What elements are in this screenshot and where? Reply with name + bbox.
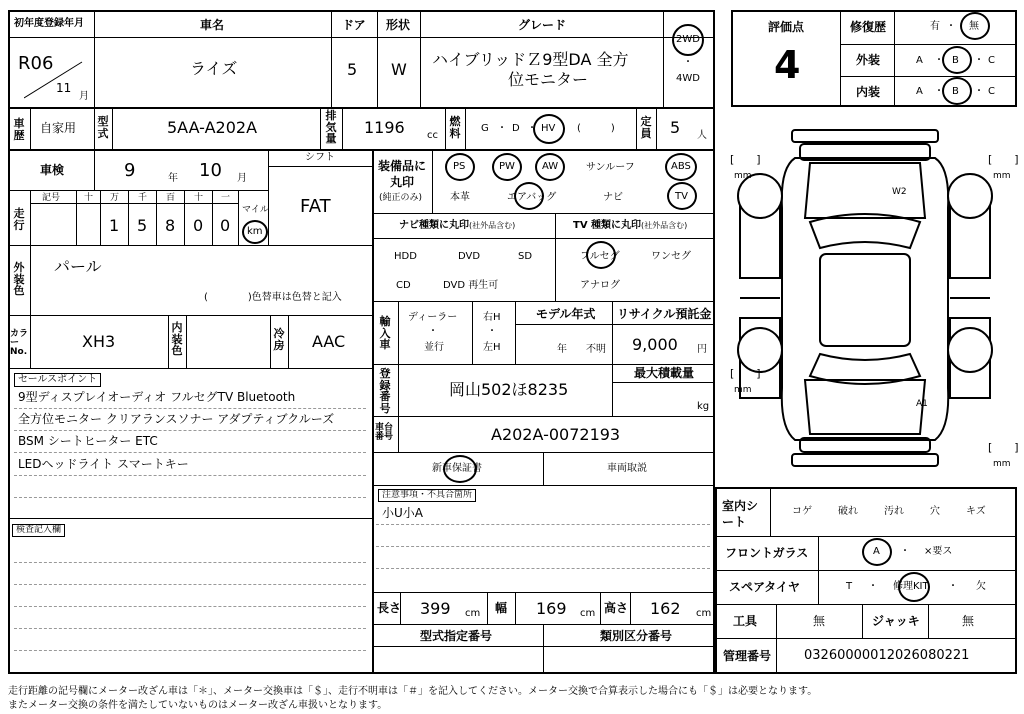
tire-mm-fl: [ ] <box>730 153 761 166</box>
inspection-year: 9 <box>124 160 136 181</box>
navi-type-label: ナビ種類に丸印(社外品含む) <box>399 220 516 231</box>
interior-color-label: 内装色 <box>171 321 183 358</box>
exterior-color-value: パール <box>54 257 102 276</box>
tv-fullseg: フルセグ <box>580 251 620 262</box>
km-label: km <box>247 226 263 237</box>
repair-label: 修復歴 <box>850 20 887 34</box>
type-cert-label: 型式指定番号 <box>420 629 493 643</box>
sales-label: セールスポイント <box>14 373 101 387</box>
glass-a: A <box>873 546 880 557</box>
cc-unit: cc <box>427 130 438 141</box>
sales-line-1: 全方位モニター クリアランスソナー アダプティブクルーズ <box>18 412 335 426</box>
spare-none: 欠 <box>976 581 986 592</box>
shift-label: シフト <box>305 152 335 163</box>
equip-tv: TV <box>675 191 688 202</box>
interior-a: A <box>916 86 923 97</box>
tv-oneseg: ワンセグ <box>651 251 691 262</box>
inspection-note-label: 検査記入欄 <box>12 524 65 537</box>
navi-hdd: HDD <box>394 251 417 262</box>
exterior-label: 外装 <box>856 53 881 67</box>
damage-mark-a1: A1 <box>916 399 928 409</box>
score-value: 4 <box>774 43 801 87</box>
navi-dvd: DVD <box>458 251 481 262</box>
width-cm: cm <box>580 608 596 619</box>
shift-value: FAT <box>300 196 331 217</box>
equip-label-3: (純正のみ) <box>379 193 423 203</box>
equip-abs: ABS <box>671 161 691 172</box>
fuel-hv: HV <box>541 123 556 134</box>
grade-line2: 位モニター <box>508 70 589 89</box>
seat-opt-0: コゲ <box>792 506 812 517</box>
jack-value: 無 <box>962 614 975 628</box>
sign-label: 記号 <box>42 193 61 203</box>
equip-aw: AW <box>542 161 559 172</box>
exterior-c: C <box>988 55 995 66</box>
mm-rl: mm <box>734 385 752 395</box>
recycle-value: 9,000 <box>632 335 678 354</box>
length-label: 長さ <box>377 601 402 615</box>
digit-label-5: 一 <box>221 193 231 203</box>
digit-1: 1 <box>109 216 120 235</box>
glass-need: ×要ス <box>924 546 953 557</box>
person-unit: 人 <box>697 130 707 141</box>
year-unit: 年 <box>168 173 178 184</box>
tools-label: 工具 <box>733 614 758 628</box>
equip-label-1: 装備品に <box>378 159 427 173</box>
seat-opt-3: 穴 <box>930 506 940 517</box>
drive-dot: ・ <box>683 57 693 68</box>
notes-label: 注意事項・不具合箇所 <box>378 489 476 502</box>
displacement-label: 排気量 <box>325 109 337 146</box>
digit-3: 8 <box>165 216 176 235</box>
recycle-label: リサイクル預託金 <box>617 307 712 321</box>
color-change-note: ( )色替車は色替と記入 <box>204 292 342 303</box>
spare-label: スペアタイヤ <box>729 580 800 594</box>
ac-label: 冷房 <box>273 327 285 352</box>
diagonal-slash <box>24 60 84 100</box>
equip-sunroof: サンルーフ <box>586 162 635 173</box>
seat-opt-2: 汚れ <box>884 506 904 517</box>
interior-b: B <box>952 86 959 97</box>
height-label: 高さ <box>604 601 629 615</box>
footer-line-2: またメーター交換の条件を満たしていないものはメーター改ざん車扱いとなります。 <box>8 700 388 711</box>
car-name: ライズ <box>190 59 238 78</box>
category-label: 類別区分番号 <box>600 629 673 643</box>
sales-line-3: LEDヘッドライト スマートキー <box>18 457 189 471</box>
first-reg-era: R06 <box>18 53 54 74</box>
digit-4: 0 <box>193 216 204 235</box>
history-label: 車歴 <box>13 117 25 142</box>
equip-leather: 本革 <box>450 192 470 203</box>
history-value: 自家用 <box>40 121 77 135</box>
exterior-b: B <box>952 55 959 66</box>
spare-kit: 修理KIT <box>893 581 929 592</box>
width-label: 幅 <box>495 601 508 615</box>
displacement-value: 1196 <box>364 118 405 137</box>
month-unit: 月 <box>79 91 89 102</box>
drive-2wd: 2WD <box>676 34 700 45</box>
fuel-d: D <box>512 123 520 134</box>
car-name-label: 車名 <box>200 18 225 32</box>
glass-dot: ・ <box>900 546 910 557</box>
repair-no: 無 <box>969 21 979 32</box>
height-cm: cm <box>696 608 712 619</box>
model-year-unknown: 不明 <box>586 344 606 355</box>
door-count: 5 <box>347 60 358 79</box>
shape-label: 形状 <box>386 18 411 32</box>
repair-yes: 有 <box>930 21 940 32</box>
score-label: 評価点 <box>768 20 805 34</box>
mm-fl: mm <box>734 171 752 181</box>
color-no-value: XH3 <box>82 332 116 351</box>
mgmt-value: 0326000001202608022​1 <box>804 648 970 663</box>
seat-opt-4: キズ <box>966 506 986 517</box>
jack-label: ジャッキ <box>872 614 920 628</box>
model-value: 5AA-A202A <box>167 118 258 137</box>
model-year-label: モデル年式 <box>536 307 596 321</box>
sales-line-0: 9型ディスプレイオーディオ フルセグTV Bluetooth <box>18 390 296 404</box>
mile-label: マイル <box>242 205 269 215</box>
digit-2: 5 <box>137 216 148 235</box>
tire-mm-rl: [ ] <box>730 367 761 380</box>
equip-navi: ナビ <box>603 192 623 203</box>
mgmt-label: 管理番号 <box>723 649 772 663</box>
fuel-label: 燃料 <box>449 115 461 140</box>
glass-label: フロントガラス <box>725 546 809 560</box>
grade-label: グレード <box>518 18 567 32</box>
length-cm: cm <box>465 608 481 619</box>
tire-mm-fr: [ ] <box>988 153 1019 166</box>
yen-unit: 円 <box>697 344 707 355</box>
door-label: ドア <box>342 18 366 32</box>
footer-line-1: 走行距離の記号欄にメーター改ざん車は「＊」、メーター交換車は「＄」、走行不明車は「＃」を記入してください。メーター交換で合算表示した場合にも「＄」は必要となります。 <box>8 686 818 697</box>
tv-analog: アナログ <box>580 280 620 291</box>
import-dot: ・ <box>487 326 497 337</box>
import-parallel: 並行 <box>424 342 444 353</box>
car-diagram <box>720 118 1020 478</box>
width-value: 169 <box>536 599 567 618</box>
digit-label-0: 十 <box>84 193 94 203</box>
chassis-value: A202A-0072193 <box>491 425 621 444</box>
import-right: 右H <box>483 312 501 323</box>
digit-5: 0 <box>220 216 231 235</box>
interior-c: C <box>988 86 995 97</box>
digit-label-1: 万 <box>110 193 120 203</box>
tools-value: 無 <box>813 614 826 628</box>
max-load-label: 最大積載量 <box>634 366 695 380</box>
exterior-color-label: 外装色 <box>13 261 25 298</box>
navi-dvd-play: DVD 再生可 <box>443 280 499 291</box>
digit-label-4: 十 <box>194 193 204 203</box>
tv-type-label: TV 種類に丸印(社外品含む) <box>573 220 688 231</box>
digit-label-2: 千 <box>138 193 148 203</box>
notes-value: 小U小A <box>382 506 423 520</box>
capacity-value: 5 <box>670 118 681 137</box>
color-no-label: カラーNo. <box>10 329 29 357</box>
drive-4wd: 4WD <box>676 73 700 84</box>
mm-fr: mm <box>993 171 1011 181</box>
shape-value: W <box>391 60 407 79</box>
seat-label: 室内シート <box>722 499 759 529</box>
navi-sd: SD <box>518 251 533 262</box>
import-left: 左H <box>483 342 501 353</box>
fuel-other: ( ) <box>577 123 615 134</box>
import-dealer: ディーラー <box>408 312 458 323</box>
equip-airbag: エアバッグ <box>507 192 557 203</box>
inspection-label: 車検 <box>40 163 65 177</box>
month-unit-2: 月 <box>237 173 247 184</box>
manual-label: 車両取説 <box>607 463 647 474</box>
warranty-label: 新車保証書 <box>432 463 482 474</box>
first-reg-label: 初年度登録年月 <box>14 18 84 29</box>
equip-label-2: 丸印 <box>390 175 415 189</box>
height-value: 162 <box>650 599 681 618</box>
seat-opt-1: 破れ <box>838 506 858 517</box>
tire-mm-rr: [ ] <box>988 441 1019 454</box>
inspection-month: 10 <box>199 160 222 181</box>
fuel-g: G <box>481 123 489 134</box>
first-reg-month: 11 <box>56 81 72 95</box>
mileage-label: 走行 <box>13 207 25 232</box>
navi-cd: CD <box>396 280 411 291</box>
capacity-label: 定員 <box>640 115 652 140</box>
kg-unit: kg <box>697 401 710 412</box>
digit-label-3: 百 <box>166 193 176 203</box>
model-label: 型式 <box>97 115 109 140</box>
model-year-year: 年 <box>557 344 567 355</box>
length-value: 399 <box>420 599 451 618</box>
registration-value: 岡山502ほ8235 <box>449 380 569 399</box>
interior-label: 内装 <box>856 85 881 99</box>
sales-line-2: BSM シートヒーター ETC <box>18 434 158 448</box>
spare-t: T <box>846 581 853 592</box>
equip-pw: PW <box>499 161 515 172</box>
ac-value: AAC <box>312 332 346 351</box>
equip-ps: PS <box>453 161 466 172</box>
import-label: 輸入車 <box>379 315 391 352</box>
mm-rr: mm <box>993 459 1011 469</box>
exterior-a: A <box>916 55 923 66</box>
registration-label: 登録番号 <box>379 367 391 415</box>
chassis-label: 車台番号 <box>375 423 394 442</box>
grade-line1: ハイブリッドＺ9型DA 全方 <box>432 50 629 69</box>
damage-mark-w2: W2 <box>892 187 907 197</box>
